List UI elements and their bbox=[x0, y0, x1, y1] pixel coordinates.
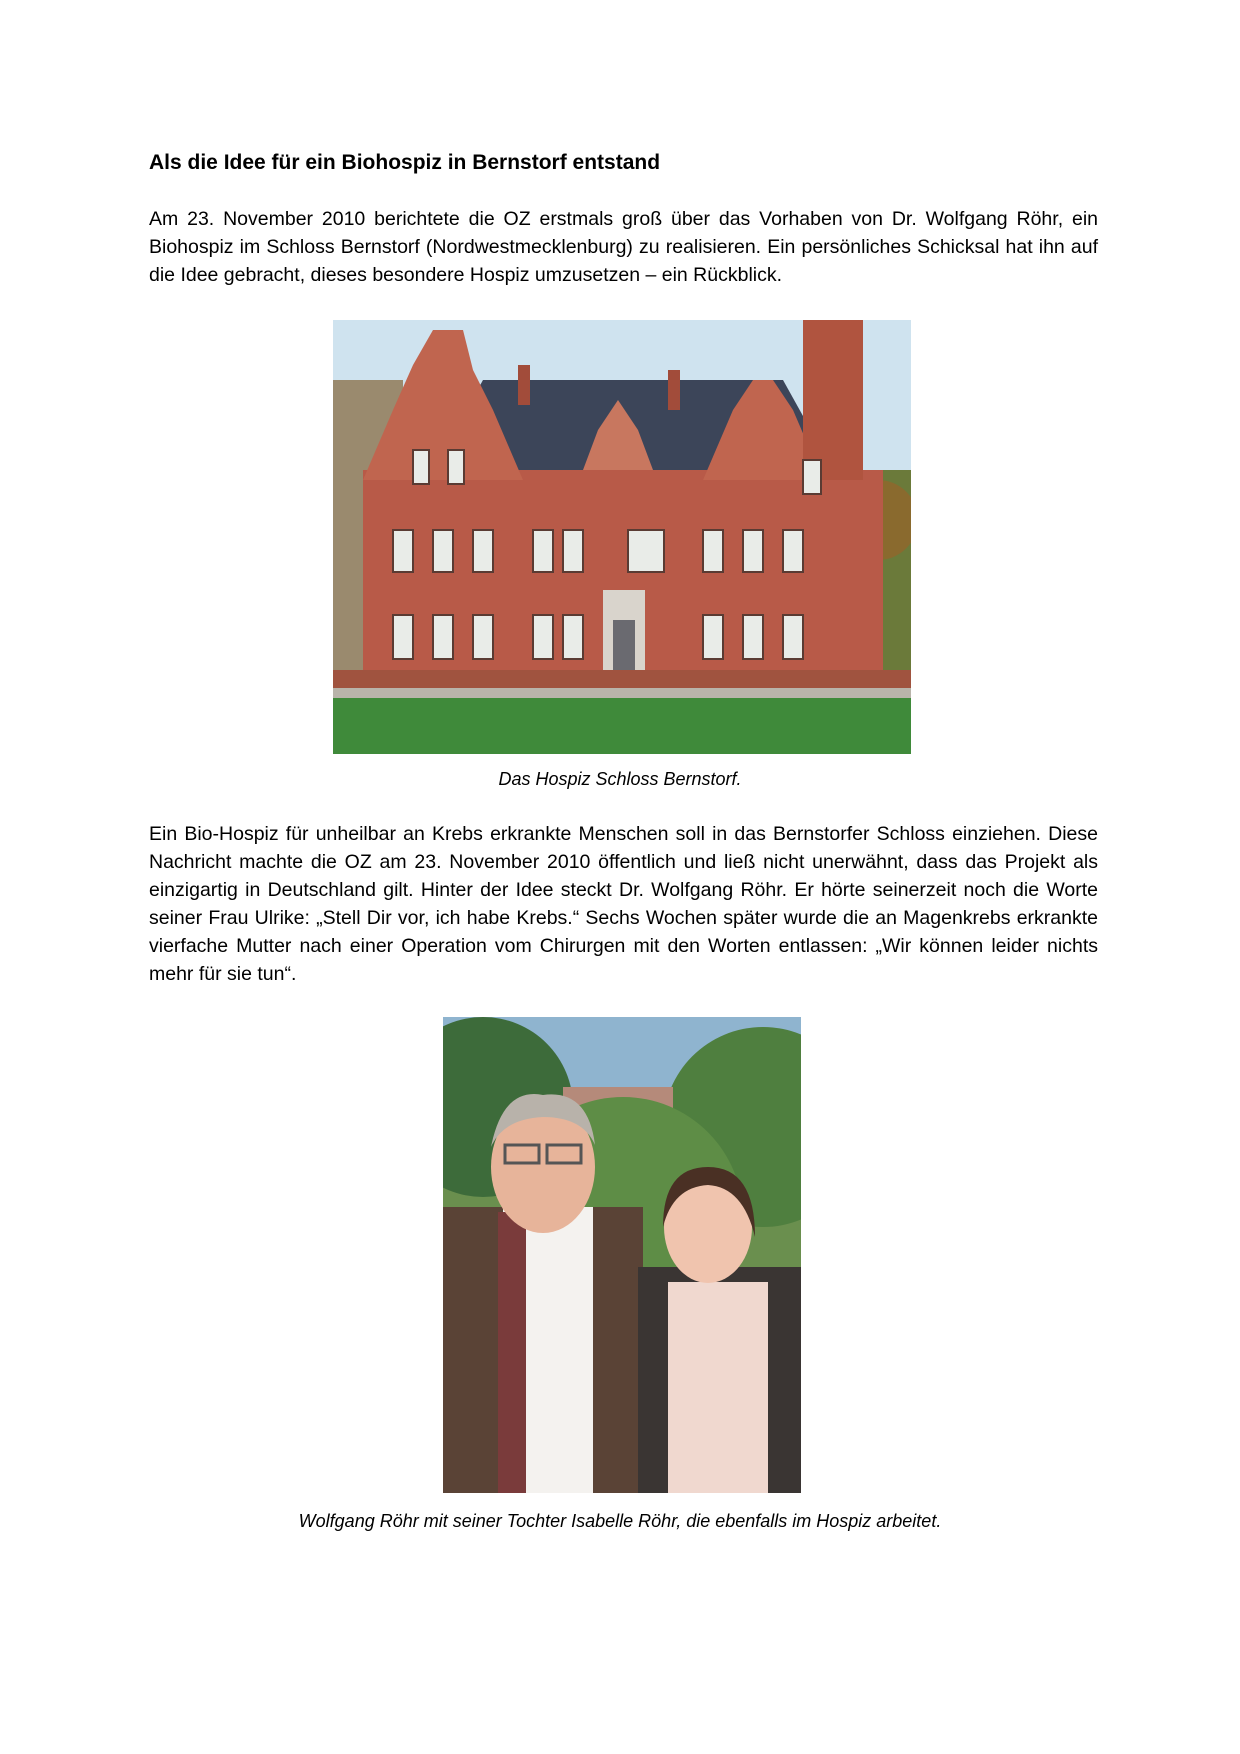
castle-photo-caption: Das Hospiz Schloss Bernstorf. bbox=[498, 769, 742, 789]
article-title: Als die Idee für ein Biohospiz in Bernstorf entstand bbox=[149, 151, 661, 174]
portrait-photo bbox=[443, 1017, 801, 1493]
intro-paragraph: Am 23. November 2010 berichtete die OZ erstmals groß über das Vorhaben von Dr. Wolfgang Röhr, ein Biohospiz im Schloss Bernstorf (Nordwestmecklenburg) zu realisieren. Ein persönliches Schicksal hat ihn auf die Idee gebracht, dieses besondere Hospiz umzusetzen – ein Rückblick. bbox=[149, 208, 1098, 286]
portrait-photo-caption: Wolfgang Röhr mit seiner Tochter Isabelle Röhr, die ebenfalls im Hospiz arbeitet. bbox=[298, 1511, 942, 1531]
body-paragraph: Ein Bio-Hospiz für unheilbar an Krebs erkrankte Menschen soll in das Bernstorfer Schloss einziehen. Diese Nachricht machte die OZ am 23. November 2010 öffentlich und ließ nicht unerwähnt, dass das Projekt als einzigartig in Deutschland gilt. Hinter der Idee steckt Dr. Wolfgang Röhr. Er hörte seinerzeit noch die Worte seiner Frau Ulrike: „Stell Dir vor, ich habe Krebs.“ Sechs Wochen später wurde die an Magenkrebs erkrankte vierfache Mutter nach einer Operation vom Chirurgen mit den Worten entlassen: „Wir können leider nichts mehr für sie tun“. bbox=[149, 823, 1098, 985]
castle-photo bbox=[333, 320, 911, 754]
